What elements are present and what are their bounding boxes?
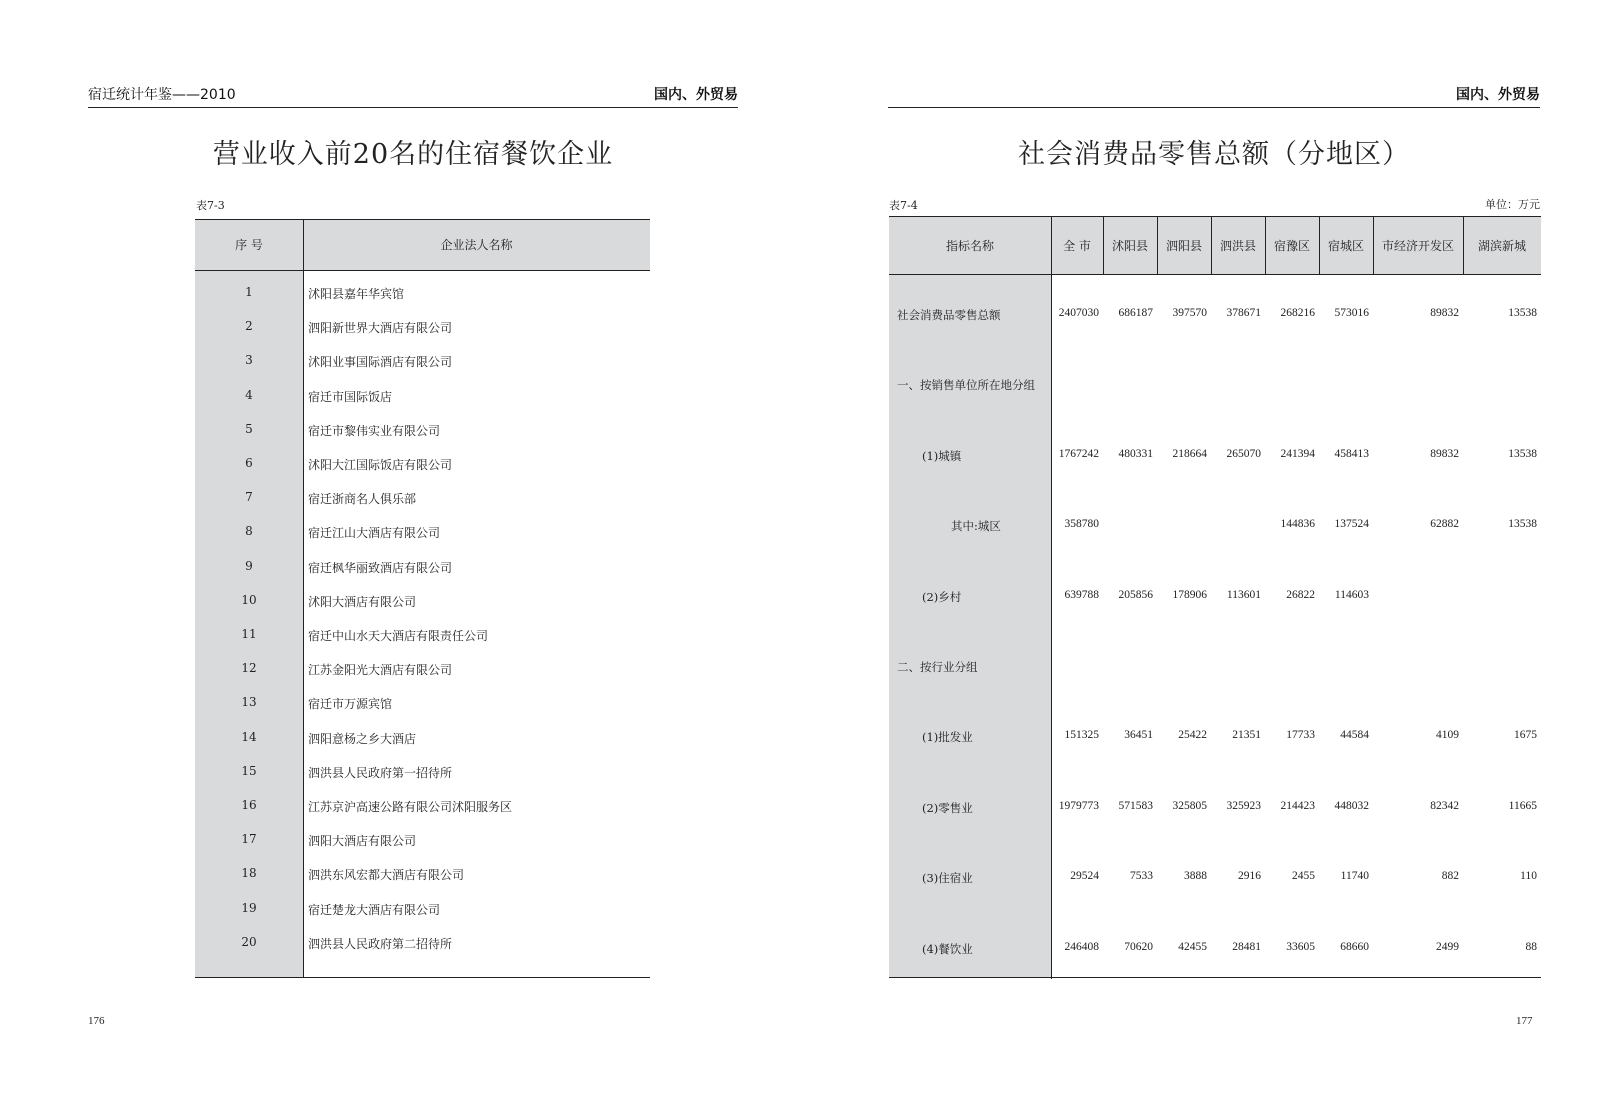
value-cell: 639788 — [1064, 588, 1099, 601]
running-head — [88, 84, 738, 108]
row-number: 12 — [241, 661, 257, 676]
enterprise-name: 泗洪县人民政府第二招待所 — [308, 936, 453, 951]
enterprise-name: 宿迁市国际饭店 — [308, 389, 393, 404]
row-number: 17 — [241, 832, 257, 847]
row-number: 5 — [245, 421, 253, 436]
value-cell: 25422 — [1178, 729, 1207, 742]
value-cell: 13538 — [1508, 518, 1537, 531]
enterprise-name: 宿迁楚龙大酒店有限公司 — [308, 902, 441, 917]
enterprise-name: 泗洪东风宏都大酒店有限公司 — [308, 868, 465, 883]
table-7-4 — [889, 216, 1541, 978]
value-cell: 110 — [1520, 870, 1537, 883]
value-cell: 13538 — [1508, 307, 1537, 319]
table-row — [195, 720, 650, 755]
section-title: 国内、外贸易 — [654, 87, 738, 103]
section-title: 国内、外贸易 — [1456, 87, 1540, 103]
value-cell: 144836 — [1280, 518, 1315, 531]
row-number: 20 — [241, 934, 257, 949]
row-number: 9 — [245, 558, 253, 573]
indicator-name: (3)住宿业 — [922, 871, 973, 886]
table-row — [195, 891, 650, 926]
col-header: 指标名称 — [945, 239, 994, 253]
value-cell: 358780 — [1064, 518, 1099, 531]
col-header: 宿城区 — [1327, 239, 1364, 253]
value-cell: 448032 — [1334, 799, 1369, 812]
col-header-no: 序 号 — [235, 238, 263, 252]
value-cell: 151325 — [1064, 729, 1099, 742]
value-cell: 89832 — [1430, 307, 1459, 319]
table-row — [889, 419, 1541, 489]
value-cell: 36451 — [1124, 729, 1153, 742]
enterprise-name: 沭阳业事国际酒店有限公司 — [308, 355, 453, 370]
table-7-4-title: 社会消费品零售总额（分地区） — [1018, 139, 1410, 170]
table-7-3 — [195, 219, 650, 978]
value-cell: 68660 — [1340, 940, 1369, 953]
indicator-name: (1)批发业 — [922, 730, 973, 745]
row-number: 10 — [241, 592, 257, 607]
value-cell: 378671 — [1226, 307, 1261, 319]
value-cell: 113601 — [1226, 588, 1261, 601]
row-number: 16 — [241, 798, 257, 812]
left-page — [0, 0, 804, 1099]
enterprise-name: 沭阳县嘉年华宾馆 — [308, 287, 405, 301]
table-row — [889, 912, 1541, 982]
col-header: 市经济开发区 — [1381, 239, 1454, 253]
row-number: 11 — [241, 627, 257, 641]
value-cell: 28481 — [1232, 940, 1261, 953]
value-cell: 137524 — [1334, 518, 1369, 531]
col-header: 泗洪县 — [1219, 239, 1256, 253]
value-cell: 114603 — [1334, 588, 1369, 601]
enterprise-name: 宿迁浙商名人俱乐部 — [308, 492, 417, 507]
value-cell: 42455 — [1178, 940, 1207, 953]
enterprise-name: 宿迁市黎伟实业有限公司 — [308, 423, 441, 438]
table-row — [195, 617, 650, 652]
value-cell: 265070 — [1226, 447, 1261, 460]
value-cell: 325805 — [1172, 799, 1207, 812]
table-row — [195, 514, 650, 549]
table-row — [195, 549, 650, 584]
table-row — [195, 309, 650, 344]
value-cell: 397570 — [1172, 307, 1207, 319]
value-cell: 88 — [1525, 940, 1537, 953]
value-cell: 882 — [1441, 870, 1459, 883]
enterprise-name: 泗洪县人民政府第一招待所 — [308, 765, 453, 780]
enterprise-name: 泗阳新世界大酒店有限公司 — [308, 321, 453, 336]
value-cell: 4109 — [1436, 729, 1459, 742]
value-cell: 89832 — [1430, 447, 1459, 460]
table-row — [195, 651, 650, 686]
enterprise-name: 泗阳大酒店有限公司 — [308, 834, 417, 849]
value-cell: 214423 — [1280, 799, 1315, 812]
row-number: 2 — [245, 319, 253, 334]
table-row — [195, 925, 650, 960]
table-row — [195, 343, 650, 378]
col-header: 湖滨新城 — [1477, 239, 1526, 253]
table-row — [195, 480, 650, 515]
value-cell: 44584 — [1340, 729, 1369, 742]
table-row — [195, 378, 650, 413]
row-number: 8 — [245, 524, 253, 539]
value-cell: 2407030 — [1058, 307, 1099, 319]
value-cell: 7533 — [1130, 870, 1153, 883]
value-cell: 178906 — [1172, 588, 1207, 601]
value-cell: 1767242 — [1058, 447, 1099, 460]
value-cell: 2916 — [1238, 870, 1261, 883]
enterprise-name: 宿迁中山水天大酒店有限责任公司 — [308, 629, 489, 643]
value-cell: 13538 — [1508, 447, 1537, 460]
indicator-name: 一、按销售单位所在地分组 — [897, 378, 1035, 393]
table-row — [889, 278, 1541, 348]
table-row — [195, 822, 650, 857]
indicator-name: 其中:城区 — [951, 519, 1001, 534]
indicator-name: (2)零售业 — [922, 800, 973, 815]
value-cell: 1979773 — [1058, 799, 1099, 812]
value-cell: 205856 — [1118, 588, 1153, 601]
enterprise-name: 宿迁江山大酒店有限公司 — [308, 526, 441, 541]
value-cell: 62882 — [1430, 518, 1459, 531]
value-cell: 325923 — [1226, 799, 1261, 812]
indicator-name: (1)城镇 — [922, 448, 962, 463]
table-row — [195, 275, 650, 310]
table-7-3-title: 营业收入前20名的住宿餐饮企业 — [212, 139, 614, 170]
page-number: 176 — [88, 1015, 105, 1027]
page-number: 177 — [1516, 1015, 1533, 1027]
value-cell: 21351 — [1232, 729, 1261, 742]
enterprise-name: 泗阳意杨之乡大酒店 — [308, 731, 417, 746]
col-header: 泗阳县 — [1165, 239, 1202, 253]
value-cell: 11665 — [1508, 799, 1537, 812]
value-cell: 686187 — [1118, 307, 1153, 319]
row-number: 4 — [245, 387, 253, 402]
running-head — [888, 84, 1540, 108]
table-row — [195, 788, 650, 823]
value-cell: 573016 — [1334, 307, 1369, 319]
table-row — [889, 348, 1541, 418]
value-cell: 29524 — [1070, 870, 1099, 883]
table-row — [195, 856, 650, 891]
value-cell: 70620 — [1124, 940, 1153, 953]
indicator-name: 社会消费品零售总额 — [897, 308, 1001, 322]
indicator-name: 二、按行业分组 — [897, 660, 978, 674]
table-row — [889, 700, 1541, 770]
row-number: 6 — [245, 456, 253, 470]
value-cell: 82342 — [1430, 799, 1459, 812]
value-cell: 218664 — [1172, 447, 1207, 460]
value-cell: 26822 — [1286, 588, 1315, 601]
value-cell: 246408 — [1064, 940, 1099, 953]
col-header-name: 企业法人名称 — [440, 238, 513, 252]
row-number: 3 — [245, 353, 253, 368]
enterprise-name: 江苏金阳光大酒店有限公司 — [308, 663, 453, 678]
right-page — [804, 0, 1609, 1099]
value-cell: 241394 — [1280, 447, 1315, 460]
enterprise-name: 沭阳大酒店有限公司 — [308, 594, 417, 609]
enterprise-name: 沭阳大江国际饭店有限公司 — [308, 458, 453, 472]
table-7-3-number: 表7-3 — [196, 199, 225, 212]
row-number: 13 — [241, 695, 257, 710]
row-number: 7 — [245, 490, 253, 505]
table-row — [889, 489, 1541, 559]
value-cell: 33605 — [1286, 940, 1315, 953]
row-number: 1 — [245, 285, 253, 299]
table-row — [889, 630, 1541, 700]
col-header: 沭阳县 — [1111, 239, 1148, 253]
value-cell: 268216 — [1280, 307, 1315, 319]
table-row — [195, 583, 650, 618]
enterprise-name: 宿迁市万源宾馆 — [308, 697, 393, 712]
row-number: 19 — [241, 900, 257, 915]
value-cell: 2499 — [1436, 940, 1459, 953]
value-cell: 17733 — [1286, 729, 1315, 742]
indicator-name: (2)乡村 — [922, 589, 962, 604]
enterprise-name: 江苏京沪高速公路有限公司沭阳服务区 — [308, 800, 513, 814]
table-row — [889, 841, 1541, 911]
row-number: 15 — [241, 763, 257, 778]
table-row — [889, 560, 1541, 630]
value-cell: 3888 — [1184, 870, 1207, 883]
table-7-4-number: 表7-4 — [889, 199, 918, 212]
yearbook-title: 宿迁统计年鉴——2010 — [88, 87, 236, 103]
value-cell: 2455 — [1292, 870, 1315, 883]
row-number: 14 — [241, 729, 257, 744]
table-row — [889, 771, 1541, 841]
table-row — [195, 754, 650, 789]
value-cell: 458413 — [1334, 447, 1369, 460]
value-cell: 480331 — [1118, 447, 1153, 460]
col-header: 宿豫区 — [1273, 239, 1310, 253]
table-row — [195, 685, 650, 720]
value-cell: 11740 — [1340, 870, 1369, 883]
value-cell: 571583 — [1118, 799, 1153, 812]
table-row — [195, 446, 650, 481]
value-cell: 1675 — [1514, 729, 1537, 742]
col-header: 全 市 — [1063, 239, 1091, 253]
table-row — [195, 412, 650, 447]
enterprise-name: 宿迁枫华丽致酒店有限公司 — [308, 560, 453, 575]
unit-label: 单位：万元 — [1485, 198, 1540, 211]
row-number: 18 — [241, 866, 257, 881]
indicator-name: (4)餐饮业 — [922, 941, 973, 956]
